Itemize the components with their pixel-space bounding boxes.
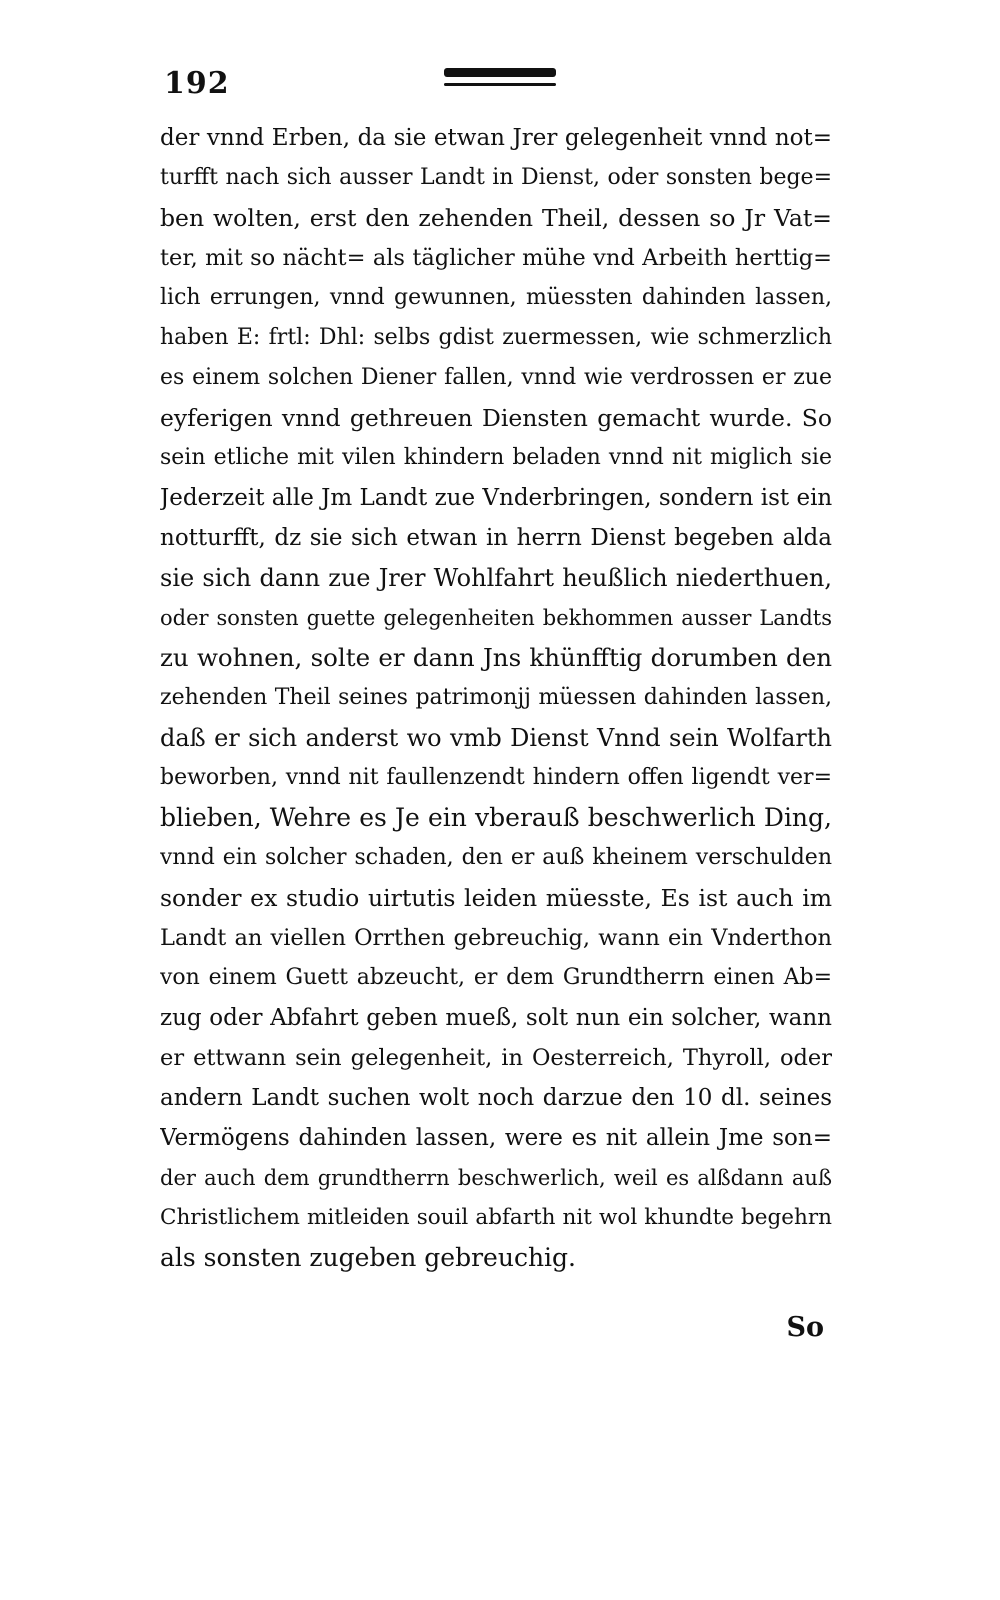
text-line: ter, mit so nächt= als täglicher mühe vnd Arbeith herttig=	[160, 245, 832, 271]
text-line: blieben, Wehre es Je ein vberauß beschwerlich Ding,	[160, 803, 832, 832]
text-line: sie sich dann zue Jrer Wohlfahrt heußlich niederthuen,	[160, 564, 832, 592]
text-line: daß er sich anderst wo vmb Dienst Vnnd sein Wolfarth	[160, 724, 832, 752]
text-line: Vermögens dahinden lassen, were es nit allein Jme son=	[160, 1125, 832, 1151]
text-line: lich errungen, vnnd gewunnen, müessten dahinden lassen,	[160, 285, 832, 310]
text-line: Landt an viellen Orrthen gebreuchig, wann ein Vnderthon	[160, 925, 832, 951]
text-line: zehenden Theil seines patrimonjj müessen dahinden lassen,	[160, 685, 832, 710]
text-line: beworben, vnnd nit faullenzendt hindern offen ligendt ver=	[160, 765, 832, 790]
text-line: ben wolten, erst den zehenden Theil, dessen so Jr Vat=	[160, 204, 832, 232]
text-line: von einem Guett abzeucht, er dem Grundtherrn einen Ab=	[160, 965, 832, 990]
text-line: eyferigen vnnd gethreuen Diensten gemacht wurde. So	[160, 404, 832, 432]
body-text	[160, 118, 832, 1278]
text-line: es einem solchen Diener fallen, vnnd wie verdrossen er zue	[160, 365, 832, 390]
catchword: So	[786, 1312, 824, 1343]
text-line: Jederzeit alle Jm Landt zue Vnderbringen, sondern ist ein	[160, 485, 832, 511]
text-line: andern Landt suchen wolt noch darzue den 10 dl. seines	[160, 1085, 832, 1111]
text-line: turfft nach sich ausser Landt in Dienst, oder sonsten bege=	[160, 165, 832, 190]
text-line: haben E: frtl: Dhl: selbs gdist zuermessen, wie schmerzlich	[160, 325, 832, 350]
text-line: oder sonsten guette gelegenheiten bekhommen ausser Landts	[160, 606, 832, 630]
text-line: notturfft, dz sie sich etwan in herrn Dienst begeben alda	[160, 525, 832, 551]
text-line: zug oder Abfahrt geben mueß, solt nun ein solcher, wann	[160, 1005, 832, 1031]
page-number: 192	[164, 66, 230, 101]
text-line-last: als sonsten zugeben gebreuchig.	[160, 1243, 576, 1272]
text-line: der vnnd Erben, da sie etwan Jrer gelegenheit vnnd not=	[160, 125, 832, 151]
text-line: zu wohnen, solte er dann Jns khünfftig dorumben den	[160, 643, 832, 672]
text-line: vnnd ein solcher schaden, den er auß kheinem verschulden	[160, 845, 832, 870]
text-line: der auch dem grundtherrn beschwerlich, weil es alßdann auß	[160, 1166, 832, 1190]
text-line: sein etliche mit vilen khindern beladen vnnd nit miglich sie	[160, 445, 832, 470]
text-line: Christlichem mitleiden souil abfarth nit wol khundte begehrn	[160, 1205, 832, 1230]
header-rule-thick	[444, 68, 556, 77]
header-rule	[444, 68, 556, 86]
text-line: sonder ex studio uirtutis leiden müesste, Es ist auch im	[160, 884, 832, 912]
header-rule-thin	[444, 83, 556, 86]
text-line: er ettwann sein gelegenheit, in Oesterreich, Thyroll, oder	[160, 1045, 832, 1071]
